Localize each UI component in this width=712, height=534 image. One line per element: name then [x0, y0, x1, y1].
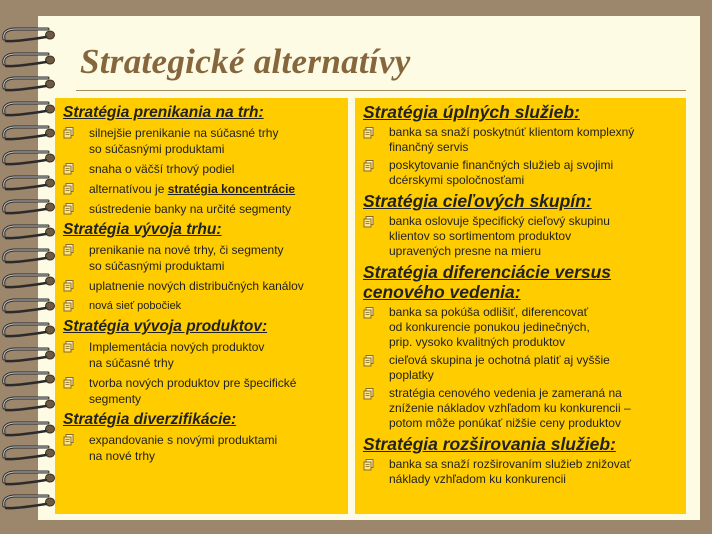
section-heading: Stratégia vývoja produktov:	[63, 318, 268, 335]
list-item	[63, 375, 342, 407]
bullet-list	[63, 339, 342, 407]
bullet-icon	[363, 355, 375, 367]
bullet-icon	[363, 388, 375, 400]
title-divider	[76, 90, 686, 91]
bullet-list	[63, 242, 342, 314]
section-heading: Stratégia úplných služieb:	[363, 102, 580, 122]
bullet-icon	[63, 341, 75, 353]
item-text: nová sieť pobočiek	[89, 300, 182, 312]
left-column	[55, 98, 348, 514]
list-item	[363, 158, 680, 188]
slide-title: Strategické alternatívy	[80, 42, 411, 81]
bullet-icon	[63, 203, 75, 215]
item-text: banka sa pokúša odlišiť, diferencovať od konkurencie ponukou jedinečných, prip. vysoko kvalitných produktov	[389, 305, 590, 349]
item-text: silnejšie prenikanie na súčasné trhy so súčasnými produktami	[89, 126, 279, 156]
list-item	[63, 339, 342, 371]
item-text: expandovanie s novými produktami na nové trhy	[89, 433, 278, 463]
item-text: alternatívou je	[89, 182, 168, 196]
right-column	[355, 98, 686, 514]
bullet-icon	[363, 160, 375, 172]
section-heading: Stratégia vývoja trhu:	[63, 221, 222, 238]
item-text: cieľová skupina je ochotná platiť aj vyššie poplatky	[389, 353, 610, 382]
binding-ring	[0, 75, 70, 93]
list-item	[363, 386, 680, 431]
bullet-icon	[63, 127, 75, 139]
item-text: tvorba nových produktov pre špecifické segmenty	[89, 376, 297, 406]
bullet-icon	[63, 300, 75, 312]
section-heading: Stratégia diverzifikácie:	[63, 411, 237, 428]
item-text: uplatnenie nových distribučných kanálov	[89, 279, 304, 293]
list-item	[363, 125, 680, 155]
bullet-list	[63, 432, 342, 464]
item-text: sústredenie banky na určité segmenty	[89, 202, 292, 216]
bullet-list	[63, 125, 342, 217]
item-text: banka sa snaží rozširovaním služieb znižovať náklady vzhľadom ku konkurencii	[389, 457, 631, 486]
bullet-icon	[363, 216, 375, 228]
list-item	[63, 278, 342, 294]
emphasized-term: stratégia koncentrácie	[167, 182, 296, 196]
bullet-icon	[63, 434, 75, 446]
list-item	[363, 457, 680, 487]
section-heading: Stratégia prenikania na trh:	[63, 104, 264, 121]
bullet-list	[363, 457, 680, 487]
section-heading: Stratégia rozširovania služieb:	[363, 434, 616, 454]
list-item	[63, 161, 342, 177]
list-item	[63, 298, 342, 314]
list-item	[363, 353, 680, 383]
bullet-icon	[363, 307, 375, 319]
list-item	[363, 214, 680, 259]
section-heading: Stratégia cieľových skupín:	[363, 191, 592, 211]
list-item	[63, 432, 342, 464]
binding-ring	[0, 51, 70, 69]
list-item	[63, 125, 342, 157]
item-text: banka oslovuje špecifický cieľový skupinu klientov so sortimentom produktov upravených presne na mieru	[389, 214, 610, 258]
bullet-icon	[63, 163, 75, 175]
list-item	[63, 181, 342, 197]
bullet-icon	[63, 377, 75, 389]
section-heading: Stratégia diferenciácie versus cenového vedenia:	[363, 262, 612, 302]
item-text: banka sa snaží poskytnúť klientom komplexný finančný servis	[389, 125, 635, 154]
item-text: prenikanie na nové trhy, či segmenty so súčasnými produktami	[89, 243, 284, 273]
item-text: stratégia cenového vedenia je zameraná na zníženie nákladov vzhľadom ku konkurencii – potom môže ponúkať nižšie ceny produktov	[389, 386, 631, 430]
list-item	[63, 242, 342, 274]
list-item	[63, 201, 342, 217]
item-text: Implementácia nových produktov na súčasné trhy	[89, 340, 265, 370]
item-text: poskytovanie finančných služieb aj svojimi dcérskymi spoločnosťami	[389, 158, 614, 187]
bullet-list	[363, 214, 680, 259]
bullet-list	[363, 305, 680, 431]
binding-ring	[0, 26, 70, 44]
bullet-icon	[63, 244, 75, 256]
bullet-list	[363, 125, 680, 188]
list-item	[363, 305, 680, 350]
bullet-icon	[63, 280, 75, 292]
item-text: snaha o väčší trhový podiel	[89, 162, 235, 176]
bullet-icon	[63, 183, 75, 195]
bullet-icon	[363, 127, 375, 139]
bullet-icon	[363, 459, 375, 471]
